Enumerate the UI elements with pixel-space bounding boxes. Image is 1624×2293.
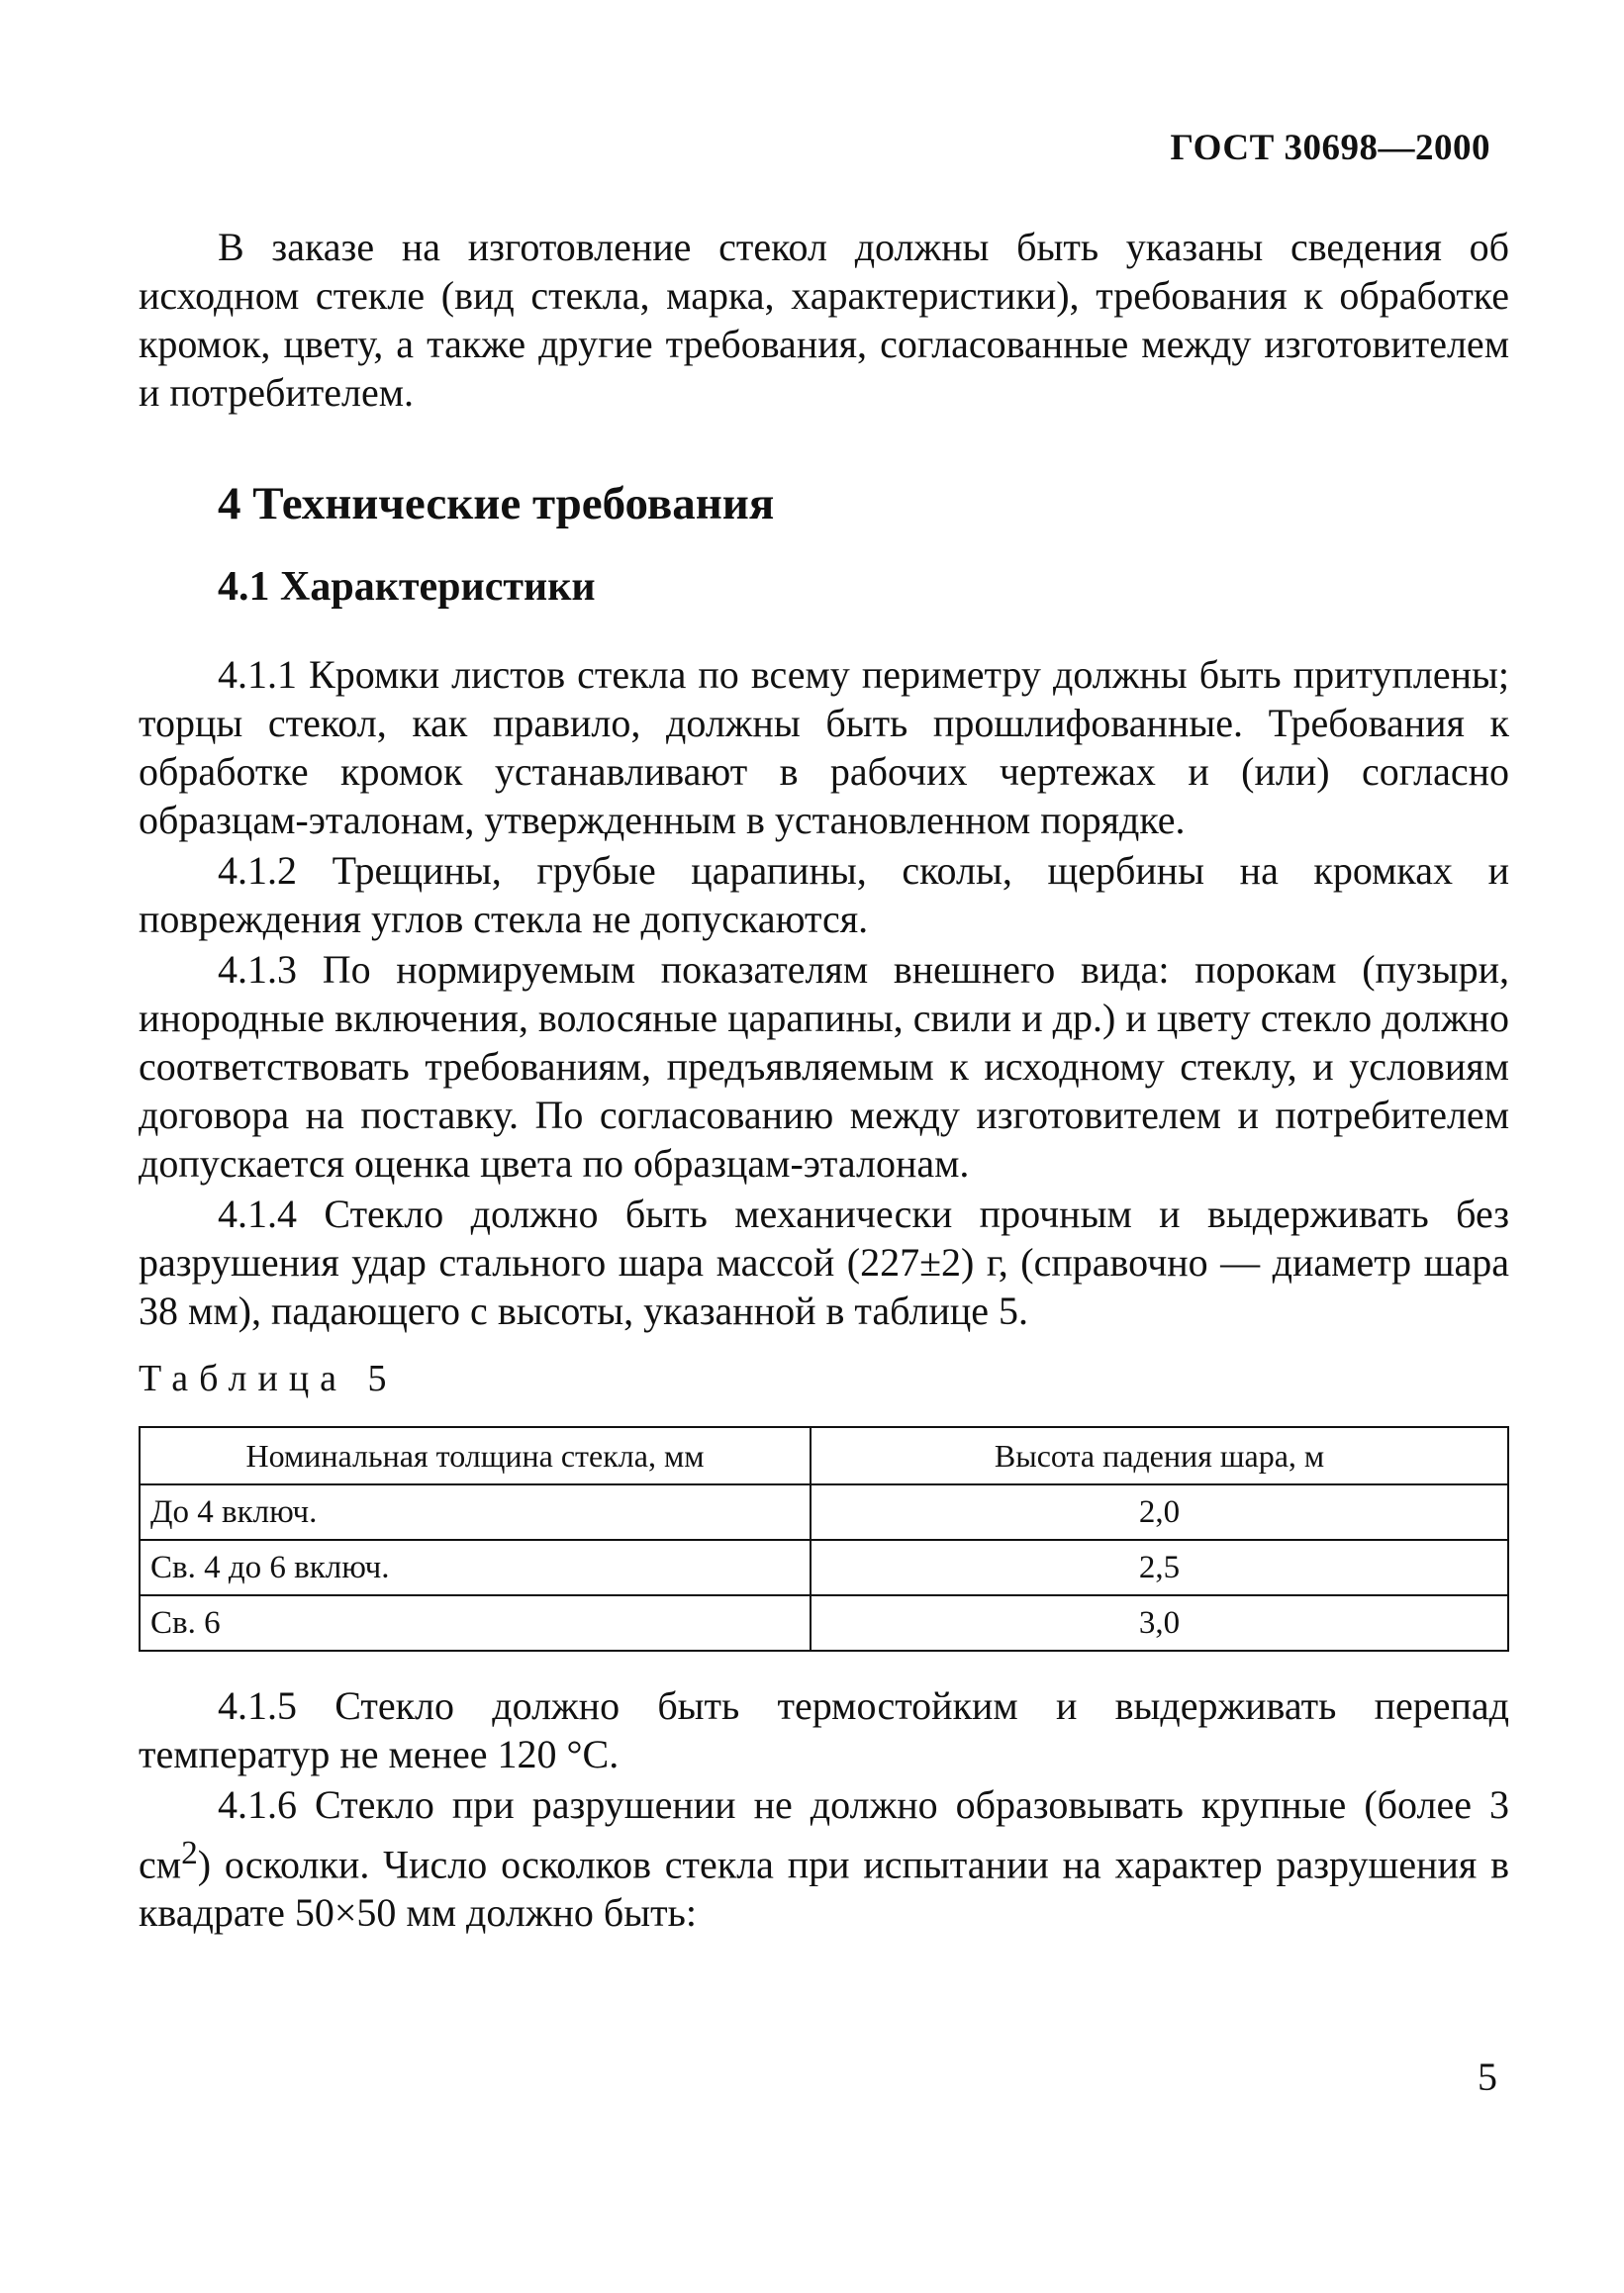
table-cell-height: 2,0	[811, 1484, 1508, 1540]
item-4-1-4: 4.1.4 Стекло должно быть механически прочным и выдерживать без разрушения удар стального шара массой (227±2) г, (справочно — диаметр шара 38 мм), падающего с высоты, указанной в таблице 5.	[139, 1192, 1509, 1333]
table-row	[140, 1595, 1508, 1651]
table-cell-thickness: Св. 6	[140, 1595, 811, 1651]
table-cell-thickness: Св. 4 до 6 включ.	[140, 1540, 811, 1595]
document-body	[139, 223, 1509, 1937]
item-4-1-6-text-before: 4.1.6 Стекло при разрушении не должно образовывать крупные (более 3 см	[139, 1782, 1509, 1887]
item-4-1-6	[139, 1780, 1509, 1937]
subsection-title: 4.1 Характеристики	[218, 564, 596, 610]
intro-paragraph: В заказе на изготовление стекол должны быть указаны сведения об исходном стекле (вид стекла, марка, характеристики), требования к обработке кромок, цвету, а также другие требования, согласованные между изготовителем и потребителем.	[139, 225, 1509, 415]
section-title: 4 Технические требования	[218, 478, 775, 529]
item-4-1-6-superscript: 2	[181, 1835, 198, 1871]
table-5	[139, 1426, 1509, 1652]
table-header-height: Высота падения шара, м	[811, 1427, 1508, 1484]
table-row	[140, 1540, 1508, 1595]
table-header-row	[140, 1427, 1508, 1484]
item-4-1-5: 4.1.5 Стекло должно быть термостойким и выдерживать перепад температур не менее 120 °С.	[139, 1683, 1509, 1776]
table-cell-thickness: До 4 включ.	[140, 1484, 811, 1540]
document-header: ГОСТ 30698—2000	[1170, 128, 1490, 168]
table-header-thickness: Номинальная толщина стекла, мм	[140, 1427, 811, 1484]
item-4-1-2: 4.1.2 Трещины, грубые царапины, сколы, щербины на кромках и повреждения углов стекла не допускаются.	[139, 848, 1509, 941]
table-row	[140, 1484, 1508, 1540]
page-number: 5	[1478, 2054, 1497, 2099]
table-caption: Таблица 5	[139, 1358, 398, 1399]
item-4-1-1: 4.1.1 Кромки листов стекла по всему периметру должны быть притуплены; торцы стекол, как правило, должны быть прошлифованные. Требования к обработке кромок устанавливают в рабочих чертежах и (или) согласно образцам-эталонам, утвержденным в установленном порядке.	[139, 652, 1509, 842]
table-cell-height: 2,5	[811, 1540, 1508, 1595]
item-4-1-3: 4.1.3 По нормируемым показателям внешнего вида: порокам (пузыри, инородные включения, волосяные царапины, свили и др.) и цвету стекло должно соответствовать требованиям, предъявляемым к исходному стеклу, и условиям договора на поставку. По согласованию между изготовителем и потребителем допускается оценка цвета по образцам-эталонам.	[139, 947, 1509, 1186]
item-4-1-6-text-after: ) осколки. Число осколков стекла при испытании на характер разрушения в квадрате 50×50 мм должно быть:	[139, 1842, 1509, 1936]
table-cell-height: 3,0	[811, 1595, 1508, 1651]
